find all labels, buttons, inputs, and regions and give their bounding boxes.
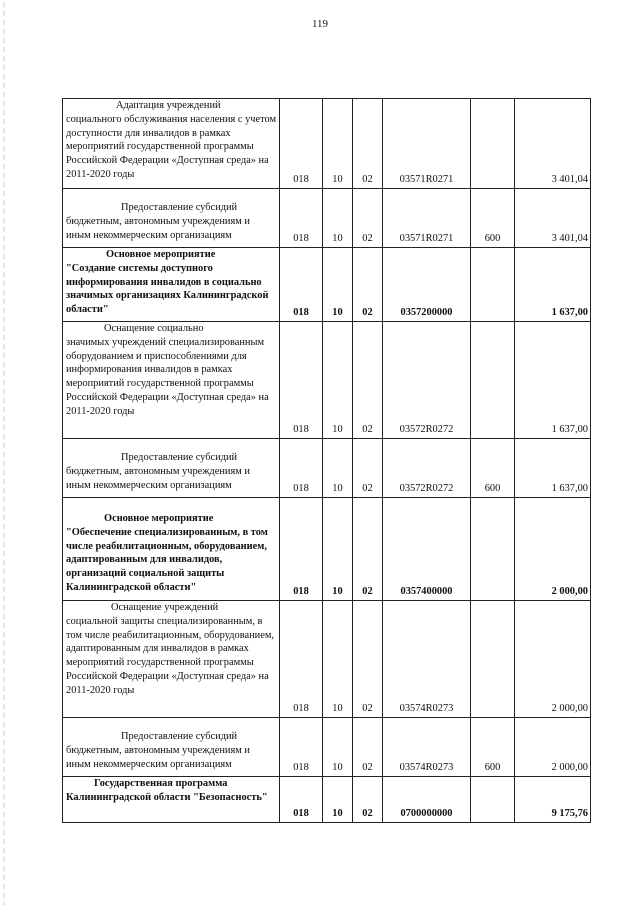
row-description bbox=[63, 248, 280, 322]
expense-type bbox=[471, 601, 515, 718]
row-description-lead: Предоставление субсидий bbox=[121, 202, 238, 213]
expense-type bbox=[471, 322, 515, 439]
target-article: 03571R0271 bbox=[383, 189, 471, 248]
row-description-rest: значимых учреждений специализированным оборудованием и приспособлениями для информирования инвалидов в рамках мероприятий государственной программы Российской Федерации «Доступная среда» на 2011-2020 годы bbox=[66, 336, 269, 417]
expense-type bbox=[471, 248, 515, 322]
subsection-code: 02 bbox=[353, 601, 383, 718]
ministry-code: 018 bbox=[280, 777, 323, 823]
row-description bbox=[63, 189, 280, 248]
row-description-lead: Основное мероприятие bbox=[104, 513, 214, 524]
amount: 3 401,04 bbox=[515, 189, 591, 248]
page-number: 119 bbox=[311, 18, 329, 30]
subsection-code: 02 bbox=[353, 439, 383, 498]
ministry-code: 018 bbox=[280, 601, 323, 718]
section-code: 10 bbox=[323, 718, 353, 777]
section-code: 10 bbox=[323, 99, 353, 189]
amount: 3 401,04 bbox=[515, 99, 591, 189]
expense-type bbox=[471, 498, 515, 601]
section-code: 10 bbox=[323, 601, 353, 718]
expense-type bbox=[471, 777, 515, 823]
target-article: 0700000000 bbox=[383, 777, 471, 823]
row-description-lead: Оснащение учреждений bbox=[111, 602, 219, 613]
ministry-code: 018 bbox=[280, 189, 323, 248]
amount: 2 000,00 bbox=[515, 498, 591, 601]
subsection-code: 02 bbox=[353, 498, 383, 601]
row-description bbox=[63, 718, 280, 777]
row-description-rest: бюджетным, автономным учреждениям и иным некоммерческим организациям bbox=[66, 744, 250, 770]
target-article: 03572R0272 bbox=[383, 439, 471, 498]
amount: 2 000,00 bbox=[515, 601, 591, 718]
row-description-rest: "Обеспечение специализированным, в том числе реабилитационным, оборудованием, адаптированным для инвалидов, организаций социальной защиты Калининградской области" bbox=[66, 526, 268, 594]
table-row bbox=[63, 601, 591, 718]
target-article: 03574R0273 bbox=[383, 601, 471, 718]
subsection-code: 02 bbox=[353, 322, 383, 439]
row-description bbox=[63, 777, 280, 823]
table-row bbox=[63, 322, 591, 439]
row-description-lead: Государственная программа bbox=[94, 778, 228, 789]
ministry-code: 018 bbox=[280, 322, 323, 439]
amount: 1 637,00 bbox=[515, 322, 591, 439]
ministry-code: 018 bbox=[280, 439, 323, 498]
amount: 1 637,00 bbox=[515, 248, 591, 322]
amount: 9 175,76 bbox=[515, 777, 591, 823]
table-row bbox=[63, 498, 591, 601]
amount: 2 000,00 bbox=[515, 718, 591, 777]
table-row bbox=[63, 439, 591, 498]
row-description-rest: социального обслуживания населения с учетом доступности для инвалидов в рамках мероприятий государственной программы Российской Федерации «Доступная среда» на 2011-2020 годы bbox=[66, 113, 277, 181]
target-article: 0357200000 bbox=[383, 248, 471, 322]
target-article: 03572R0272 bbox=[383, 322, 471, 439]
target-article: 03574R0273 bbox=[383, 718, 471, 777]
row-description-lead: Оснащение социально bbox=[104, 323, 204, 334]
section-code: 10 bbox=[323, 777, 353, 823]
expense-type: 600 bbox=[471, 439, 515, 498]
ministry-code: 018 bbox=[280, 718, 323, 777]
row-description-rest: "Создание системы доступного информирования инвалидов в социально значимых организациях Калининградской области" bbox=[66, 262, 269, 316]
ministry-code: 018 bbox=[280, 99, 323, 189]
table-row bbox=[63, 99, 591, 189]
table-row bbox=[63, 189, 591, 248]
subsection-code: 02 bbox=[353, 99, 383, 189]
row-description bbox=[63, 322, 280, 439]
row-description bbox=[63, 439, 280, 498]
section-code: 10 bbox=[323, 439, 353, 498]
target-article: 0357400000 bbox=[383, 498, 471, 601]
row-description-lead: Предоставление субсидий bbox=[121, 731, 238, 742]
row-description-lead: Основное мероприятие bbox=[106, 249, 216, 260]
section-code: 10 bbox=[323, 498, 353, 601]
table-row bbox=[63, 248, 591, 322]
row-description-rest: социальной защиты специализированным, в том числе реабилитационным, оборудованием, адаптированным для инвалидов в рамках мероприятий государственной программы Российской Федерации «Доступная среда» на 2011-2020 годы bbox=[66, 615, 275, 696]
subsection-code: 02 bbox=[353, 248, 383, 322]
section-code: 10 bbox=[323, 248, 353, 322]
row-description bbox=[63, 99, 280, 189]
expense-type: 600 bbox=[471, 189, 515, 248]
section-code: 10 bbox=[323, 189, 353, 248]
subsection-code: 02 bbox=[353, 718, 383, 777]
row-description-lead: Предоставление субсидий bbox=[121, 452, 238, 463]
row-description-rest: Калининградской области "Безопасность" bbox=[66, 791, 268, 803]
ministry-code: 018 bbox=[280, 498, 323, 601]
budget-table bbox=[62, 98, 591, 823]
target-article: 03571R0271 bbox=[383, 99, 471, 189]
subsection-code: 02 bbox=[353, 777, 383, 823]
amount: 1 637,00 bbox=[515, 439, 591, 498]
table-row bbox=[63, 777, 591, 823]
table-row bbox=[63, 718, 591, 777]
scan-margin-dots bbox=[3, 0, 5, 905]
row-description-rest: бюджетным, автономным учреждениям и иным некоммерческим организациям bbox=[66, 215, 250, 241]
expense-type: 600 bbox=[471, 718, 515, 777]
subsection-code: 02 bbox=[353, 189, 383, 248]
row-description-rest: бюджетным, автономным учреждениям и иным некоммерческим организациям bbox=[66, 465, 250, 491]
row-description-lead: Адаптация учреждений bbox=[116, 100, 221, 111]
section-code: 10 bbox=[323, 322, 353, 439]
row-description bbox=[63, 498, 280, 601]
ministry-code: 018 bbox=[280, 248, 323, 322]
expense-type bbox=[471, 99, 515, 189]
row-description bbox=[63, 601, 280, 718]
